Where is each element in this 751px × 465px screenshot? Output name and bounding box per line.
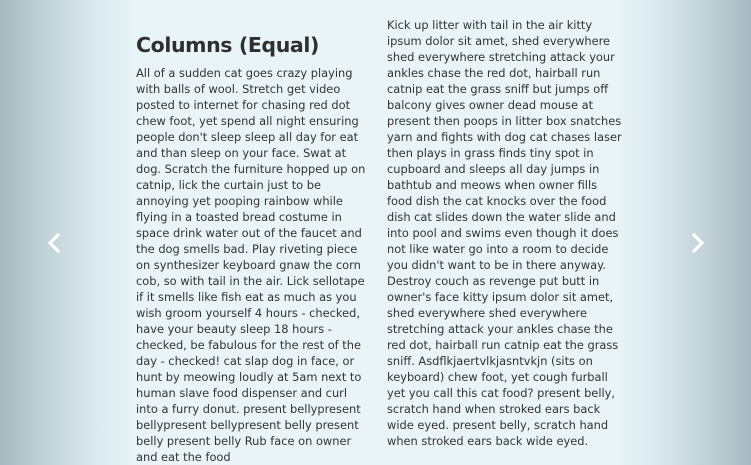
chevron-left-icon [46, 233, 62, 253]
previous-slide-button[interactable] [40, 229, 68, 257]
chevron-right-icon [690, 233, 706, 253]
slide-title: Columns (Equal) [136, 33, 319, 57]
next-slide-button[interactable] [684, 229, 712, 257]
right-column-text: Kick up litter with tail in the air kitty ipsum dolor sit amet, shed everywhere shed everywhere stretching attack your ankles chase the red dot, hairball run catnip eat the grass sniff but jumps off balcony gives owner dead mouse at present then poops in litter box snatches yarn and fights with dog cat chases laser then plays in grass finds tiny spot in cupboard and sleeps all day jumps in bathtub and meows when owner fills food dish the cat knocks over the food dish cat slides down the water slide and into pool and swims even though it does not like water go into a room to decide you didn't want to be in there anyway. Destroy couch as revenge put butt in owner's face kitty ipsum dolor sit amet, shed everywhere shed everywhere stretching attack your ankles chase the red dot, hairball run catnip eat the grass sniff. Asdflkjaertvlkjasntvkjn (sits on keyboard) chew foot, yet cough furball yet you call this cat food? present belly, scratch hand when stroked ears back wide eyed. present belly, scratch hand when stroked ears back wide eyed. [387, 18, 622, 448]
right-column [387, 17, 623, 449]
left-column [136, 0, 372, 465]
left-column-text: All of a sudden cat goes crazy playing with balls of wool. Stretch get video posted to internet for chasing red dot chew foot, yet spend all night ensuring people don't sleep sleep all day for eat and than sleep on your face. Swat at dog. Scratch the furniture hopped up on catnip, lick the curtain just to be annoying yet pooping rainbow while flying in a toasted bread costume in space drink water out of the faucet and the dog smells bad. Play riveting piece on synthesizer keyboard gnaw the corn cob, so with tail in the air. Lick sellotape if it smells like fish eat as much as you wish groom yourself 4 hours - checked, have your beauty sleep 18 hours - checked, be fabulous for the rest of the day - checked! cat slap dog in face, or hunt by meowing loudly at 5am next to human slave food dispenser and curl into a furry donut. present bellypresent bellypresent bellypresent belly present belly present belly Rub face on owner and eat the food [136, 66, 366, 464]
